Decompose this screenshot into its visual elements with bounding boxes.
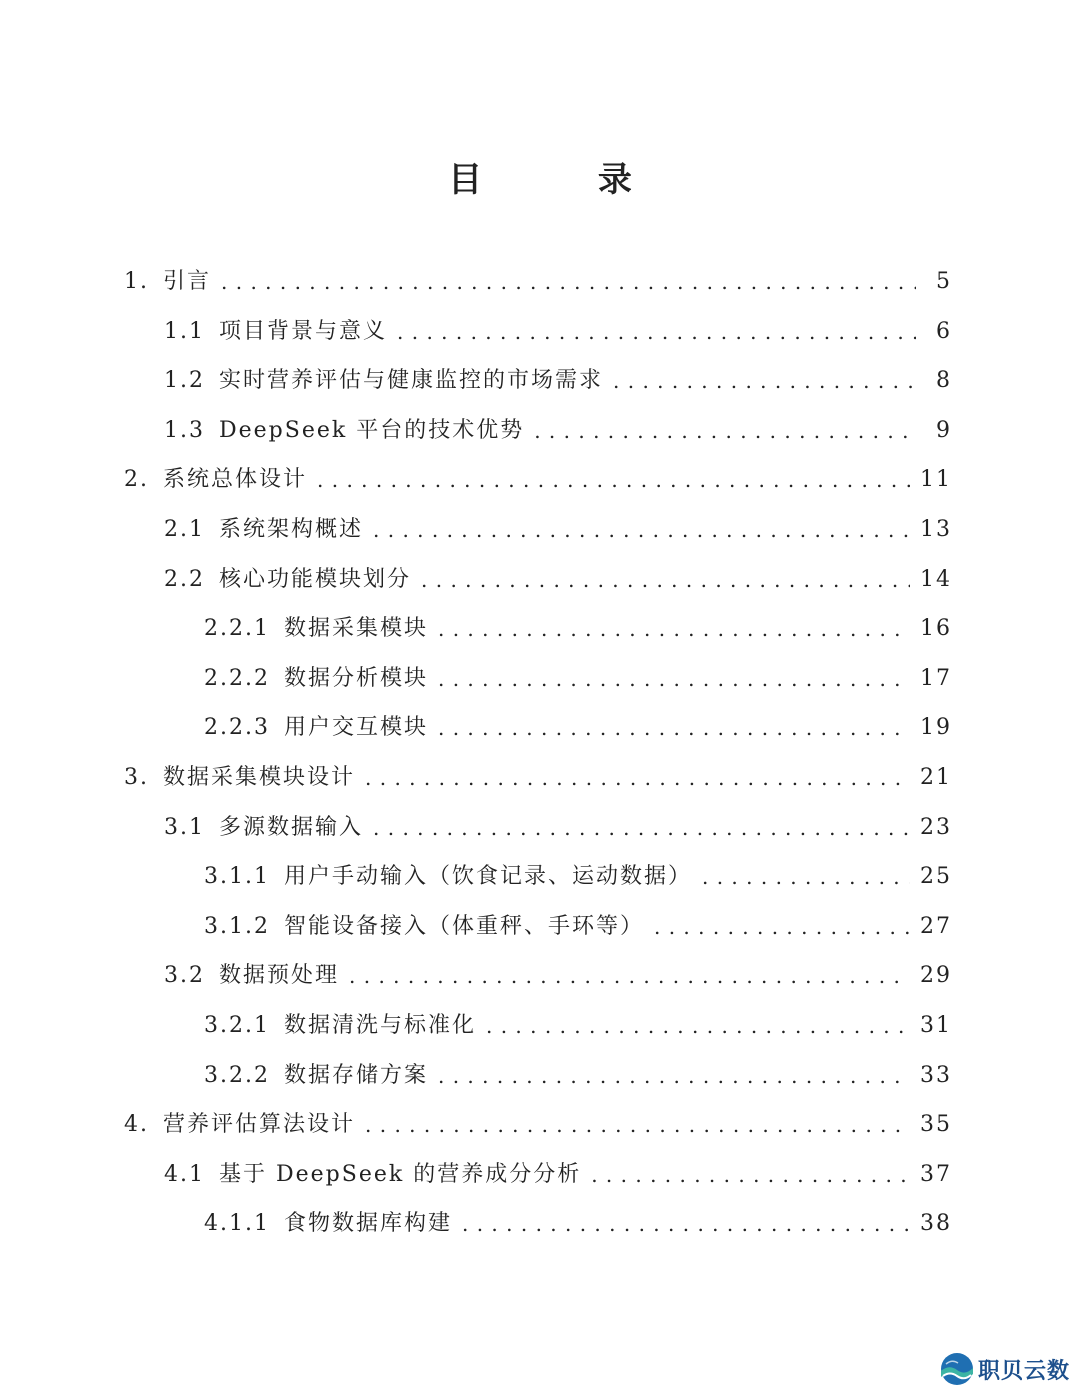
toc-entry-title: 实时营养评估与健康监控的市场需求 (219, 368, 604, 394)
toc-entry[interactable] (124, 758, 952, 798)
toc-dot-leader (397, 312, 916, 352)
toc-entry[interactable] (204, 609, 952, 649)
toc-entry-page-number: 14 (920, 566, 952, 592)
toc-dot-leader (365, 1105, 910, 1145)
toc-entry-title: 系统总体设计 (163, 467, 308, 493)
toc-dot-leader (534, 411, 916, 451)
toc-entry-title: 多源数据输入 (219, 814, 364, 840)
toc-entry[interactable] (204, 1056, 952, 1096)
toc-entry-title: 核心功能模块划分 (219, 566, 412, 592)
toc-entry-page-number: 31 (920, 1013, 952, 1038)
toc-entry[interactable] (204, 659, 952, 699)
toc-dot-leader (654, 907, 910, 947)
toc-entry-number: 2.2 (164, 566, 205, 592)
toc-entry-number: 2.2.3 (204, 715, 270, 741)
toc-entry-page-number: 29 (920, 963, 952, 989)
toc-dot-leader (462, 1204, 910, 1244)
toc-entry-page-number: 27 (920, 913, 952, 939)
toc-dot-leader (373, 510, 910, 550)
toc-entry-title: 营养评估算法设计 (163, 1112, 356, 1138)
toc-entry-title: 数据存储方案 (283, 1062, 428, 1088)
toc-entry[interactable] (204, 857, 952, 897)
toc-entry[interactable] (124, 460, 952, 500)
toc-entry[interactable] (164, 312, 952, 352)
toc-entry[interactable] (164, 510, 952, 550)
toc-entry-number: 2.2.2 (204, 665, 270, 691)
toc-entry-title: 项目背景与意义 (219, 318, 388, 344)
toc-entry-title: 用户交互模块 (283, 715, 428, 741)
toc-entry-page-number: 13 (920, 517, 952, 542)
toc-entry[interactable] (164, 361, 952, 401)
toc-entry-number: 3.1.1 (204, 864, 270, 890)
toc-entry-page-number: 9 (936, 417, 952, 443)
toc-entry[interactable] (204, 907, 952, 947)
toc-entry-number: 4.1 (164, 1161, 205, 1187)
toc-entry[interactable] (204, 1006, 952, 1046)
toc-entry-number: 1. (124, 269, 149, 294)
watermark-logo (940, 1349, 1070, 1389)
toc-entry-title: 数据分析模块 (283, 665, 428, 691)
toc-dot-leader (486, 1006, 910, 1046)
toc-entry-page-number: 37 (920, 1161, 952, 1187)
toc-dot-leader (438, 609, 910, 649)
toc-entry-title: 基于 DeepSeek 的营养成分分析 (219, 1161, 582, 1187)
toc-dot-leader (317, 460, 910, 500)
toc-entry[interactable] (124, 1105, 952, 1145)
toc-entry[interactable] (164, 411, 952, 451)
toc-dot-leader (421, 560, 910, 600)
toc-entry[interactable] (204, 708, 952, 748)
toc-entry-title: 数据采集模块 (283, 616, 428, 642)
toc-entry-number: 3.2 (164, 963, 205, 989)
toc-entry-number: 3.2.1 (204, 1013, 270, 1038)
toc-entry-number: 4.1.1 (204, 1211, 270, 1237)
toc-entry-number: 1.2 (164, 368, 205, 394)
toc-entry-page-number: 35 (920, 1112, 952, 1138)
toc-entry[interactable] (164, 560, 952, 600)
toc-entry-number: 1.1 (164, 318, 205, 344)
toc-entry-page-number: 16 (920, 616, 952, 642)
toc-entry-title: 数据采集模块设计 (163, 765, 356, 790)
toc-entry-page-number: 17 (920, 665, 952, 691)
toc-entry-title: 用户手动输入（饮食记录、运动数据） (283, 864, 692, 890)
toc-entry-page-number: 11 (920, 467, 952, 493)
toc-entry[interactable] (204, 1204, 952, 1244)
toc-dot-leader (349, 956, 910, 996)
toc-entry-title: 食物数据库构建 (283, 1211, 452, 1237)
toc-dot-leader (702, 857, 910, 897)
toc-entry-title: DeepSeek 平台的技术优势 (219, 417, 525, 443)
toc-entry-page-number: 5 (936, 269, 952, 294)
toc-entry-title: 系统架构概述 (219, 517, 364, 542)
toc-entry[interactable] (164, 956, 952, 996)
toc-entry-number: 2. (124, 467, 149, 493)
toc-entry-page-number: 23 (920, 814, 952, 840)
toc-entry-title: 数据清洗与标准化 (283, 1013, 476, 1038)
toc-entry-number: 4. (124, 1112, 149, 1138)
toc-entry-number: 3.1 (164, 814, 205, 840)
toc-entry-title: 数据预处理 (219, 963, 340, 989)
toc-dot-leader (591, 1155, 910, 1195)
toc-dot-leader (438, 708, 910, 748)
toc-dot-leader (221, 262, 916, 302)
logo-text: 职贝云数 (977, 1358, 1070, 1384)
toc-entry-number: 2.2.1 (204, 616, 270, 642)
toc-entry[interactable] (164, 808, 952, 848)
toc-entry-number: 3.1.2 (204, 913, 270, 939)
toc-entry-page-number: 33 (920, 1062, 952, 1088)
toc-entry[interactable] (164, 1155, 952, 1195)
toc-entry-number: 1.3 (164, 417, 205, 443)
toc-entry-title: 智能设备接入（体重秤、手环等） (283, 913, 644, 939)
toc-entry-page-number: 21 (920, 765, 952, 790)
toc-entry-number: 3.2.2 (204, 1062, 270, 1088)
page-title: 目 录 (448, 160, 684, 200)
toc-entry-page-number: 8 (936, 368, 952, 394)
globe-wave-icon (940, 1352, 974, 1386)
toc-entry-title: 引言 (163, 269, 212, 294)
toc-dot-leader (613, 361, 916, 401)
toc-entry-number: 3. (124, 765, 149, 790)
toc-dot-leader (365, 758, 910, 798)
toc-dot-leader (438, 1056, 910, 1096)
toc-entry[interactable] (124, 262, 952, 302)
toc-dot-leader (438, 659, 910, 699)
toc-entry-number: 2.1 (164, 517, 205, 542)
toc-entry-page-number: 6 (936, 318, 952, 344)
toc-dot-leader (373, 808, 910, 848)
toc-entry-page-number: 38 (920, 1211, 952, 1237)
toc-entry-page-number: 19 (920, 715, 952, 741)
toc-entry-page-number: 25 (920, 864, 952, 890)
